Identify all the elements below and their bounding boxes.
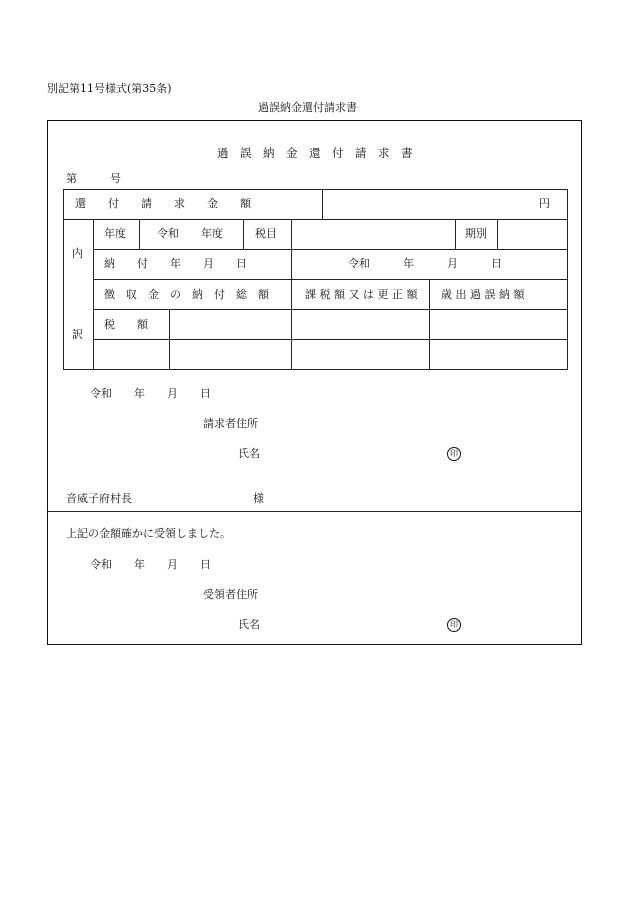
receiver-name-label: 氏名 xyxy=(238,618,260,631)
era-year-label: 令和 年度 xyxy=(157,227,223,240)
refund-amount-label: 還 付 請 求 金 額 xyxy=(75,197,251,210)
requester-address-label: 請求者住所 xyxy=(203,417,258,430)
collected-total-label: 徴 収 金 の 納 付 総 額 xyxy=(104,288,269,301)
receiver-address-label: 受領者住所 xyxy=(203,588,258,601)
receiver-seal-icon: 印 xyxy=(447,618,461,632)
receipt-date: 令和 年 月 日 xyxy=(90,558,211,571)
assessed-amount-label: 課 税 額 又 は 更 正 額 xyxy=(305,288,418,301)
form-title: 過 誤 納 金 還 付 請 求 書 xyxy=(217,146,413,160)
overpaid-amount-label: 歳 出 過 誤 納 額 xyxy=(441,288,525,301)
request-date: 令和 年 月 日 xyxy=(90,387,211,400)
addressee: 音威子府村長 xyxy=(66,492,132,505)
tax-item-label: 税目 xyxy=(255,227,277,240)
form-reference: 別記第11号様式(第35条) xyxy=(47,82,172,95)
payment-date-value: 令和 年 月 日 xyxy=(348,257,502,270)
yen-unit: 円 xyxy=(539,197,550,210)
section-divider xyxy=(47,511,582,512)
document-caption: 過誤納金還付請求書 xyxy=(258,101,357,114)
breakdown-label-top: 内 xyxy=(72,247,83,260)
number-label: 第 号 xyxy=(66,172,121,185)
breakdown-label-bottom: 訳 xyxy=(72,328,83,341)
tax-amount-label: 税 額 xyxy=(104,318,148,331)
period-label: 期別 xyxy=(465,227,487,240)
honorific: 様 xyxy=(253,492,264,505)
fiscal-year-label: 年度 xyxy=(104,227,126,240)
receipt-statement: 上記の金額確かに受領しました。 xyxy=(66,527,231,540)
payment-date-label: 納 付 年 月 日 xyxy=(104,257,247,270)
requester-seal-icon: 印 xyxy=(447,447,461,461)
requester-name-label: 氏名 xyxy=(238,447,260,460)
